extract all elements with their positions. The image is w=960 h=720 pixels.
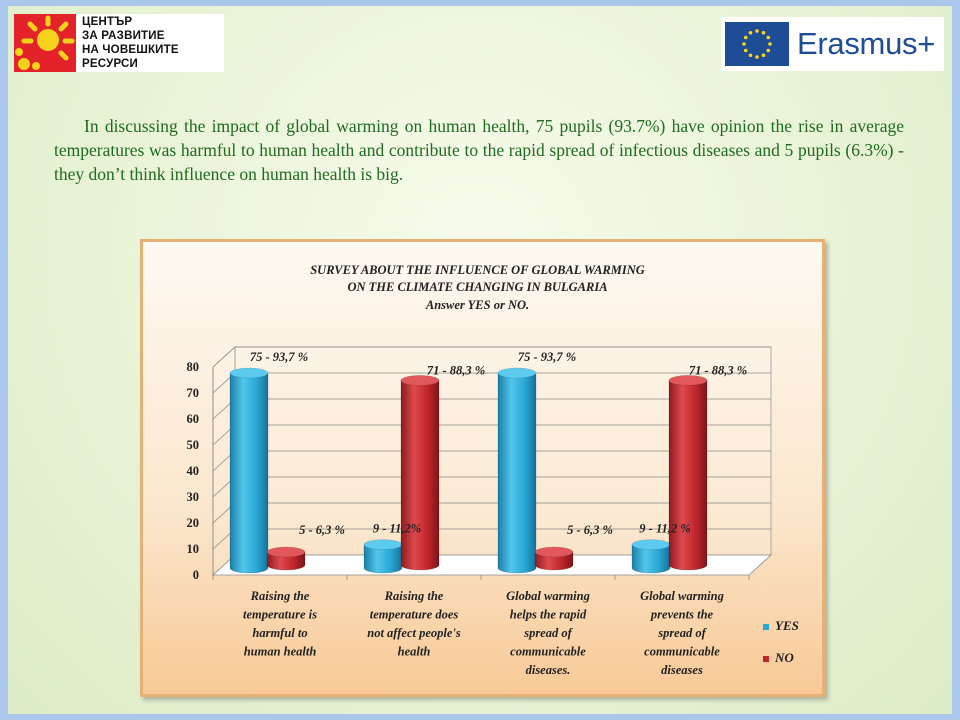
x-category-label: health [397,644,431,659]
center-logo-text [82,15,179,71]
bar-yes [498,373,536,573]
data-label: 5 - 6,3 % [567,523,613,537]
logo-line: ЦЕНТЪР [82,16,133,28]
bar-no [669,380,707,570]
x-category-label: communicable [644,644,720,659]
chart-title: SURVEY ABOUT THE INFLUENCE OF GLOBAL WARMING [310,263,645,277]
legend-label-yes: YES [775,618,799,633]
eu-star [744,49,748,53]
x-category-label: not affect people's [367,626,461,640]
bar-top-yes [364,540,402,550]
y-tick-label: 50 [186,438,199,452]
bar-top-yes [498,368,536,378]
y-tick-label: 40 [186,464,199,478]
eu-flag-icon [725,22,789,66]
y-tick-label: 60 [186,412,199,426]
eu-star [749,31,753,35]
x-category-label: helps the rapid [509,607,587,622]
x-category-label: diseases [661,663,703,677]
data-label: 71 - 88,3 % [426,363,486,378]
legend-swatch-no [763,656,769,662]
x-category-label: Global warming [506,589,590,603]
y-tick-label: 10 [186,542,199,556]
chart-panel [140,239,825,697]
chart-subtitle: Answer YES or NO. [425,298,530,312]
eu-star [744,36,748,40]
data-label: 5 - 6,3 % [299,523,345,537]
y-tick-label: 20 [186,516,199,530]
logo-line: НА ЧОВЕШКИТЕ [82,44,179,56]
bar-no [401,380,439,570]
eu-star [762,53,766,57]
center-logo [14,14,224,72]
slide-frame-bottom [0,714,960,720]
eu-star [755,55,759,59]
x-category-label: prevents the [650,607,714,622]
y-tick-label: 0 [192,568,199,582]
x-category-label: Raising the [384,589,444,603]
bar-top-yes [632,540,670,550]
x-category-label: human health [243,644,317,659]
legend-label-no: NO [775,650,794,665]
data-label: 9 - 11,2% [372,521,422,536]
bar-top-no [267,547,305,557]
legend-swatch-yes [763,624,769,630]
logo-line: ЗА РАЗВИТИЕ [82,30,165,42]
sun-logo-icon [14,14,76,72]
logo-line: РЕСУРСИ [82,58,139,70]
eu-star [766,36,770,40]
x-category-label: temperature is [243,607,317,622]
data-label: 71 - 88,3 % [688,363,748,378]
x-category-label: diseases. [525,663,571,677]
slide-frame-left [0,0,8,720]
intro-paragraph: In discussing the impact of global warming on human health, 75 pupils (93.7%) have opinion the rise in average temperatures was harmful to human health and contribute to the rapid spread of infectious diseases and 5 pupils (6.3%) - they don’t think influence on human health is big. [54,116,904,184]
data-label: 9 - 11,2 % [639,521,691,536]
bar-top-no [535,547,573,557]
bar-yes [230,373,268,573]
y-tick-label: 80 [186,360,199,374]
bar-top-yes [230,368,268,378]
erasmus-logo [721,17,944,71]
x-category-label: harmful to [252,626,308,640]
slide-frame-right [952,0,960,720]
chart-title-line2: ON THE CLIMATE CHANGING IN BULGARIA [347,280,608,294]
y-tick-label: 30 [186,490,199,504]
eu-star [742,42,746,46]
slide-frame-top [0,0,960,6]
eu-star [749,53,753,57]
data-label: 75 - 93,7 % [517,350,577,364]
eu-star [755,29,759,33]
data-label: 75 - 93,7 % [249,350,309,364]
erasmus-text: Erasmus+ [797,26,936,61]
x-category-label: spread of [658,626,706,640]
eu-star [766,49,770,53]
eu-star [768,42,772,46]
eu-star [762,31,766,35]
x-category-label: temperature does [369,607,459,622]
x-category-label: spread of [524,626,572,640]
x-category-label: communicable [510,644,586,659]
x-category-label: Raising the [250,589,310,603]
bar-chart [143,242,822,694]
y-tick-label: 70 [186,386,199,400]
x-category-label: Global warming [640,589,724,603]
